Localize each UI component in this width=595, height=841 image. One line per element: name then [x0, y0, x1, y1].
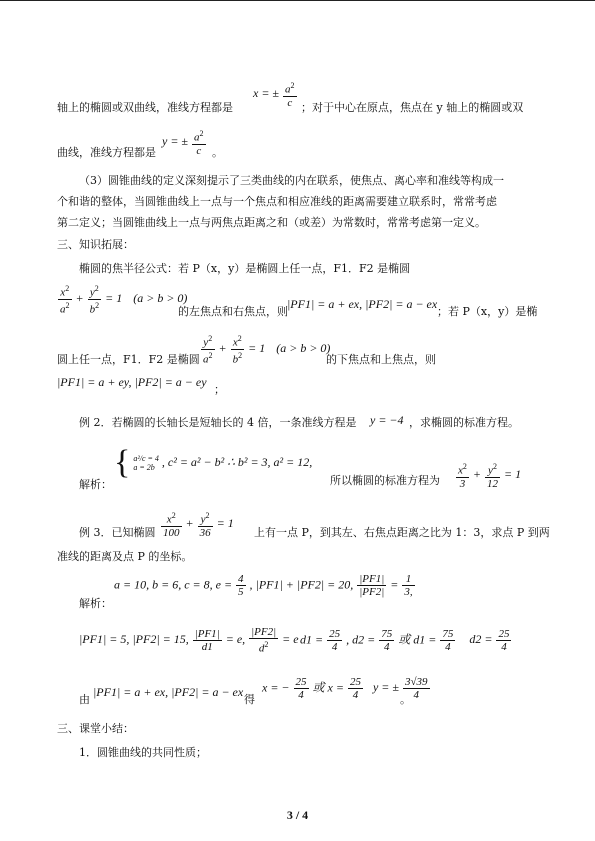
denominator: c: [196, 144, 202, 157]
denominator: |PF2|: [359, 586, 385, 598]
denominator: $a^2$: [60, 300, 70, 316]
top-rule: [0, 0, 595, 1]
numerator: 25: [498, 628, 510, 640]
denominator: $b^2$: [89, 300, 100, 316]
directrix-x-formula: [253, 80, 298, 109]
formula-text: y = ±: [372, 680, 399, 695]
numerator: 4: [238, 573, 244, 585]
paragraph-line: 得: [244, 693, 255, 706]
formula-text: 或 x =: [312, 680, 347, 695]
formula-text: = e: [282, 632, 299, 647]
fraction: [496, 628, 511, 653]
fraction: [379, 628, 394, 653]
condition: (a > b > 0): [276, 340, 331, 355]
solution-3-line-2: [79, 626, 299, 655]
fraction: [161, 510, 182, 539]
solution-3-distances: [300, 628, 512, 653]
condition: (a > b > 0): [133, 290, 188, 305]
denominator: 12: [487, 477, 498, 490]
paragraph-line: 的左焦点和右焦点，则: [178, 305, 288, 318]
denominator: 4: [298, 689, 304, 701]
numerator: 25: [295, 676, 307, 688]
paragraph-line: 1．圆锥曲线的共同性质；: [79, 746, 207, 759]
paragraph-line: （3）圆锥曲线的定义深刻提示了三类曲线的内在联系，使焦点、离心率和准线等构成一: [79, 174, 504, 187]
paragraph-line: [57, 101, 233, 115]
plus-sign: +: [75, 290, 84, 305]
numerator: |PF1|: [359, 573, 385, 585]
numerator: 1: [402, 573, 414, 586]
fraction: [192, 128, 206, 157]
denominator: 36: [199, 526, 211, 539]
example-3-question: 上有一点 P，到其左、右焦点距离之比为 1：3，求点 P 到两: [254, 526, 550, 539]
fraction: [294, 676, 309, 701]
fraction: [327, 628, 342, 653]
focal-radius-formula: |PF1| = a + ex, |PF2| = a − ex: [287, 297, 438, 311]
equals-one: = 1: [105, 290, 123, 305]
numerator: |PF2|: [251, 626, 277, 638]
denominator: 4: [383, 641, 390, 653]
paragraph-line: [301, 101, 523, 115]
formula-text: , |PF1| + |PF2| = 20,: [249, 577, 354, 592]
numerator: |PF1|: [194, 627, 220, 640]
fraction: [88, 283, 102, 315]
equals-one: = 1: [248, 340, 266, 355]
example-2-question: ，求椭圆的标准方程。: [409, 416, 519, 429]
paragraph-line: 圆上任一点，F1．F2 是椭圆: [57, 353, 200, 366]
example-2-question: 例 2．若椭圆的长轴长是短轴长的 4 倍，一条准线方程是: [79, 416, 357, 429]
fraction: [201, 333, 215, 365]
denominator: 3: [459, 477, 466, 490]
numerator: 75: [442, 628, 454, 640]
fraction: [249, 626, 278, 655]
paragraph-line: 由: [79, 693, 90, 706]
numerator: 75: [381, 628, 393, 640]
formula-text: a = 10, b = 6, c = 8, e =: [114, 577, 236, 592]
example-3-question: 准线的距离及点 P 的坐标。: [57, 550, 193, 563]
system-eq-1: a²/c = 4: [133, 454, 159, 463]
fraction: [58, 283, 72, 315]
denominator: 4: [331, 641, 338, 653]
paragraph-line: ；若 P（x，y）是椭: [437, 305, 538, 318]
paragraph-line: 个和谐的整体，当圆锥曲线上一点与一个焦点和相应准线的距离需要建立联系时，常常考虑: [57, 195, 497, 208]
focal-radius-formula: |PF1| = a + ex, |PF2| = a − ex: [93, 685, 244, 699]
fraction: [440, 628, 455, 653]
denominator: $b^2$: [232, 350, 243, 366]
text: 曲线，准线方程都是: [57, 146, 156, 159]
denominator: 4: [413, 689, 419, 701]
numerator: $y^2$: [485, 461, 500, 478]
punct: ；: [214, 383, 225, 396]
punct: 。: [212, 146, 223, 159]
solution-2-system: [114, 446, 312, 480]
formula-text: y = ±: [162, 134, 189, 149]
denominator: 3,: [404, 586, 413, 598]
section-heading: 三、课堂小结：: [57, 722, 134, 735]
plus-sign: +: [472, 467, 481, 482]
solution-label: 解析：: [79, 478, 112, 491]
numerator: $x^2$: [58, 283, 72, 300]
denominator: $d^2$: [258, 640, 269, 655]
paragraph-line: 第二定义；当圆锥曲线上一点与两焦点距离之和（或差）为常数时，常常考虑第一定义。: [57, 216, 486, 229]
plus-sign: +: [218, 340, 227, 355]
numerator: $y^2$: [88, 283, 102, 300]
fraction: [456, 461, 469, 490]
left-brace: {: [114, 444, 131, 481]
denominator: $a^2$: [203, 350, 213, 366]
formula-text: x = −: [262, 680, 290, 695]
numerator: 25: [329, 628, 341, 640]
ellipse-equation: [200, 333, 330, 365]
fraction: [231, 333, 245, 365]
denominator: d1: [201, 640, 213, 653]
page-number: 3 / 4: [286, 808, 309, 822]
solution-label: 解析：: [79, 597, 112, 610]
fraction: [198, 510, 213, 539]
numerator: $x^2$: [458, 462, 467, 477]
fraction: [402, 573, 414, 598]
equals-one: = 1: [504, 467, 522, 482]
directrix-equation: y = −4: [370, 413, 404, 427]
example-3-question: 例 3．已知椭圆: [79, 526, 156, 539]
numerator: $y^2$: [198, 510, 213, 527]
numerator: 25: [349, 676, 361, 688]
equation-system: [133, 454, 159, 472]
focal-radius-formula: |PF1| = a + ey, |PF2| = a − ey: [57, 375, 207, 389]
formula-text: d1 =: [300, 632, 327, 647]
ellipse-equation: [57, 283, 187, 315]
paragraph-line: 的下焦点和上焦点，则: [326, 353, 436, 366]
fraction: [283, 80, 297, 109]
formula-text: |PF1| = 5, |PF2| = 15,: [79, 632, 189, 647]
punct: 。: [400, 693, 411, 706]
paragraph-line: 所以椭圆的标准方程为: [330, 474, 440, 487]
fraction: [357, 573, 386, 598]
numerator: 3√39: [404, 676, 428, 688]
denominator: 5: [238, 586, 244, 598]
system-eq-2: a = 2b: [133, 463, 155, 472]
section-heading: 三、知识拓展：: [57, 238, 134, 251]
numerator: $x^2$: [231, 333, 245, 350]
denominator: 100: [163, 526, 180, 539]
fraction: [485, 461, 500, 490]
formula-text: d2 =: [469, 632, 496, 647]
numerator: $a^2$: [194, 129, 204, 144]
directrix-y-formula: [162, 128, 207, 157]
formula-text: , d2 =: [346, 632, 379, 647]
fraction: [236, 573, 246, 598]
denominator: 4: [501, 641, 507, 653]
formula-text: x = ±: [253, 86, 280, 101]
fraction: [193, 628, 222, 653]
ellipse-answer: [455, 461, 521, 490]
paragraph-line: [57, 146, 156, 160]
solution-2-equation: , c² = a² − b² ∴ b² = 3, a² = 12,: [161, 454, 313, 469]
denominator: 4: [352, 689, 359, 701]
formula-text: = e,: [225, 632, 246, 647]
denominator: 4: [445, 641, 451, 653]
denominator: c: [287, 96, 293, 109]
numerator: $a^2$: [285, 81, 295, 96]
equals-one: = 1: [216, 516, 234, 531]
ellipse-equation: [160, 510, 234, 539]
paragraph-line: 椭圆的焦半径公式：若 P（x，y）是椭圆上任一点，F1．F2 是椭圆: [79, 262, 411, 275]
text: 轴上的椭圆或双曲线，准线方程都是: [57, 101, 233, 114]
text: ；对于中心在原点，焦点在 y 轴上的椭圆或双: [301, 101, 524, 114]
solution-3-line-1: a = 10, b = 6, c = 8, e = $\frac{4}{5}$ , |PF1| + |PF2| = 20, $\frac{|PF1|}{|PF2|}$ = $\frac{1}{3,}$: [114, 573, 413, 598]
fraction: [348, 676, 363, 701]
plus-sign: +: [185, 516, 194, 531]
numerator: $y^2$: [201, 333, 215, 350]
formula-text: 或 d1 =: [398, 632, 440, 647]
numerator: $x^2$: [161, 510, 182, 527]
